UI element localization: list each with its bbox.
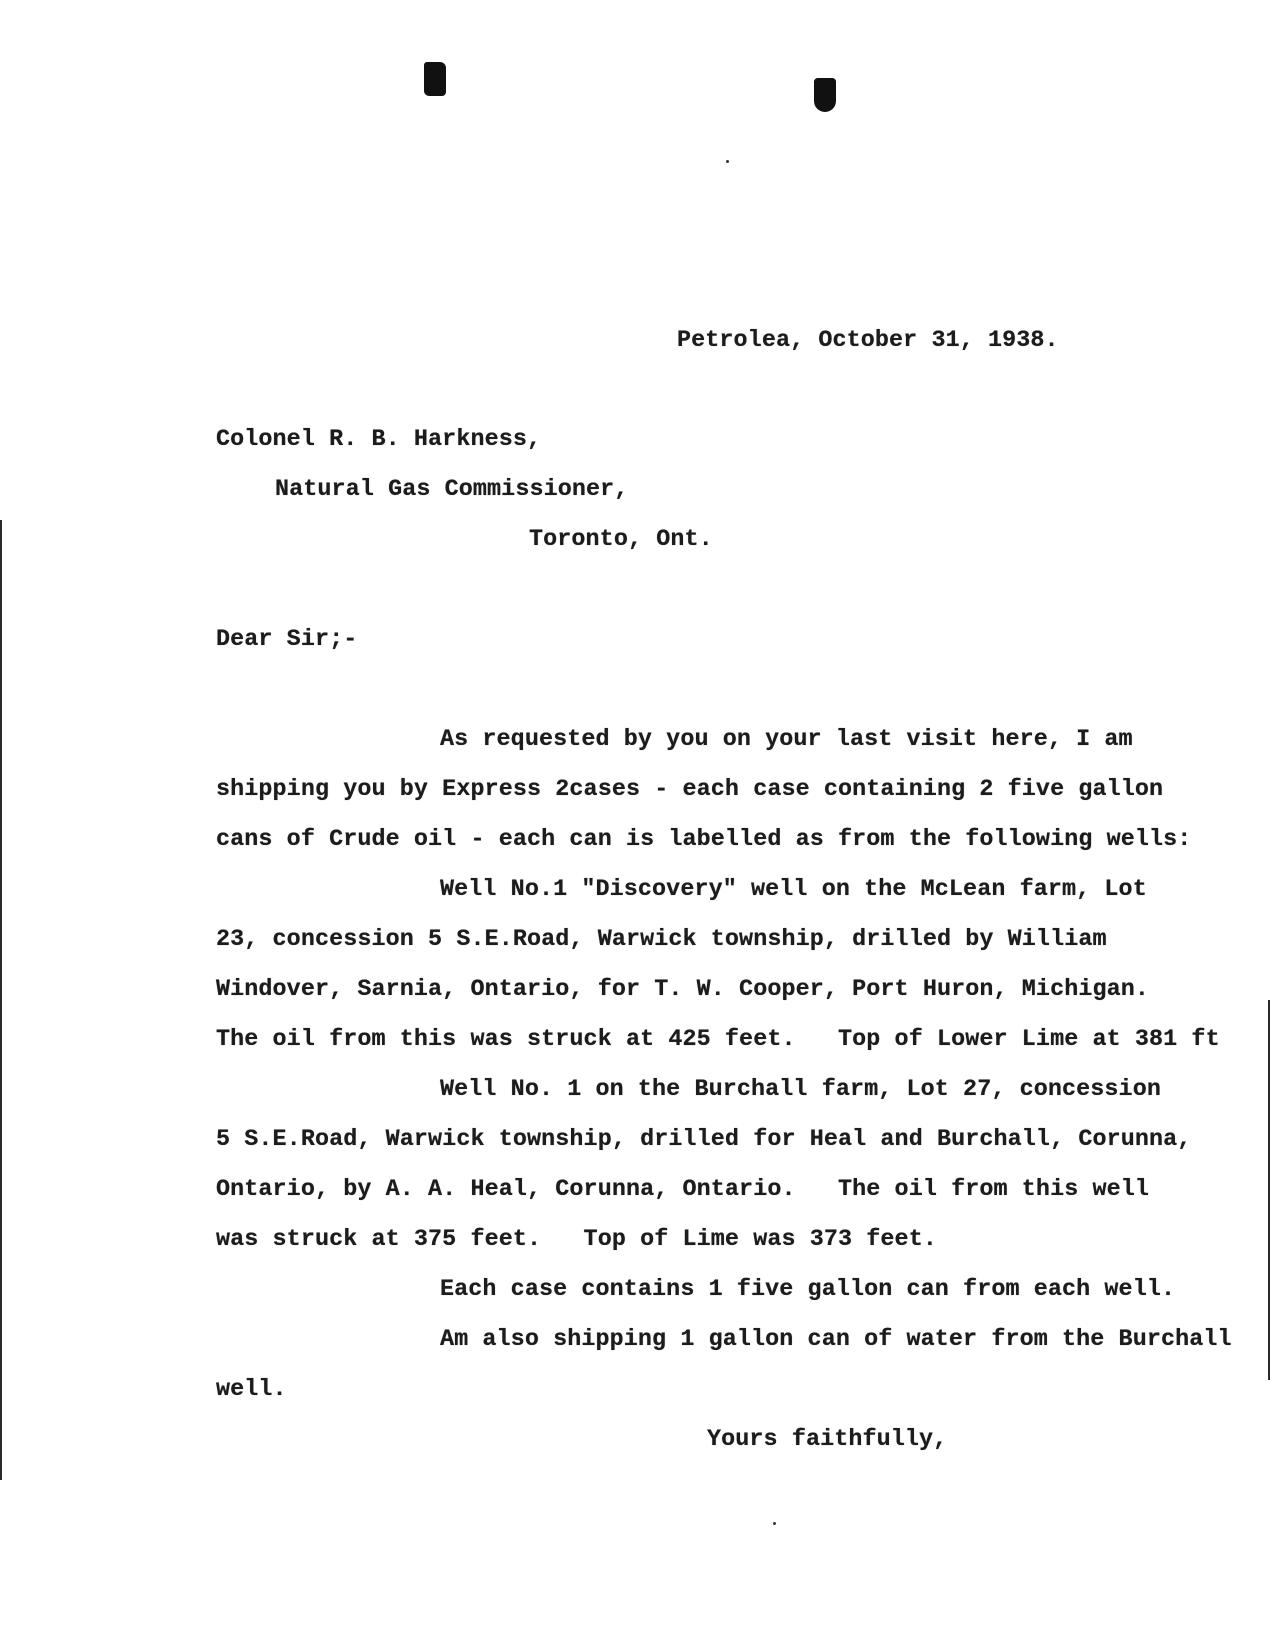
recipient-location: Toronto, Ont. — [529, 527, 713, 553]
body-line: 5 S.E.Road, Warwick township, drilled for Heal and Burchall, Corunna, — [216, 1127, 1192, 1153]
scan-edge-left — [0, 520, 2, 1480]
salutation: Dear Sir;- — [216, 627, 358, 653]
body-line: Each case contains 1 five gallon can from each well. — [440, 1277, 1176, 1303]
ink-blot-left — [424, 62, 446, 96]
body-line: The oil from this was struck at 425 feet. Top of Lower Lime at 381 ft — [216, 1027, 1220, 1053]
body-line: Windover, Sarnia, Ontario, for T. W. Cooper, Port Huron, Michigan. — [216, 977, 1150, 1003]
body-line: shipping you by Express 2cases - each case containing 2 five gallon — [216, 777, 1164, 803]
body-line: Well No. 1 on the Burchall farm, Lot 27, concession — [440, 1077, 1161, 1103]
body-line: Am also shipping 1 gallon can of water from the Burchall — [440, 1327, 1232, 1353]
body-line: well. — [216, 1377, 287, 1403]
speck-1 — [726, 160, 729, 163]
dateline: Petrolea, October 31, 1938. — [677, 328, 1059, 354]
body-line: cans of Crude oil - each can is labelled as from the following wells: — [216, 827, 1192, 853]
body-line: Well No.1 "Discovery" well on the McLean farm, Lot — [440, 877, 1147, 903]
body-line: Ontario, by A. A. Heal, Corunna, Ontario. The oil from this well — [216, 1177, 1150, 1203]
ink-blot-right — [814, 78, 836, 112]
body-line: As requested by you on your last visit here, I am — [440, 727, 1133, 753]
speck-2 — [773, 1522, 776, 1525]
recipient-title: Natural Gas Commissioner, — [275, 477, 629, 503]
closing: Yours faithfully, — [707, 1427, 948, 1453]
recipient-name: Colonel R. B. Harkness, — [216, 427, 542, 453]
body-line: 23, concession 5 S.E.Road, Warwick township, drilled by William — [216, 927, 1107, 953]
body-line: was struck at 375 feet. Top of Lime was 373 feet. — [216, 1227, 937, 1253]
